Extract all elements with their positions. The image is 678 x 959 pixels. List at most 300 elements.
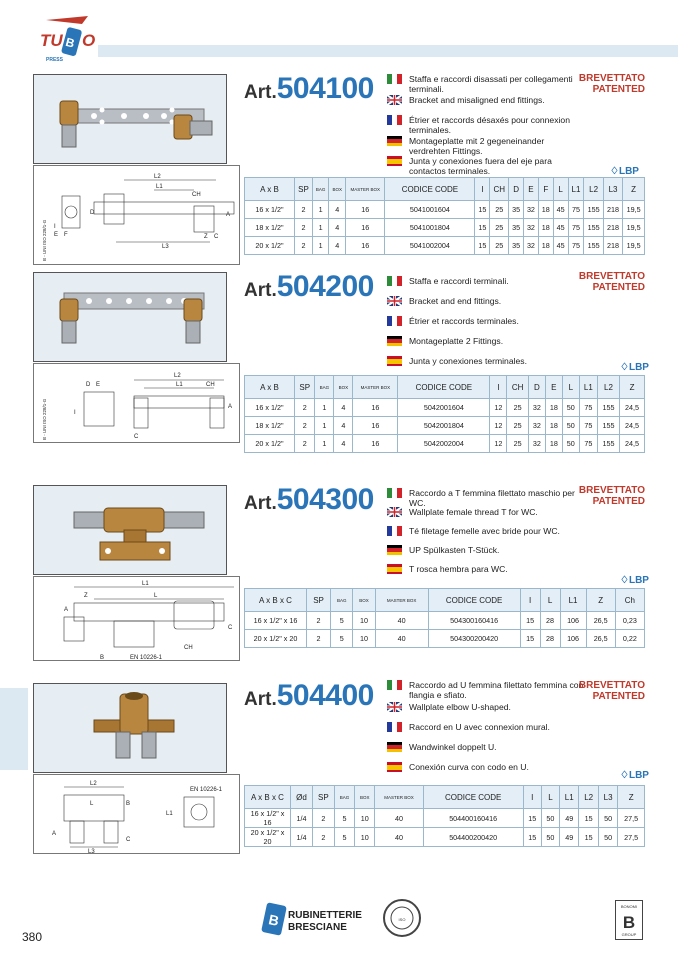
table-cell: 75 [568,201,584,219]
column-header: A x B x C [245,589,307,612]
flag-uk-icon [387,507,402,517]
table-row [245,219,645,237]
flag-germany-icon [387,336,402,346]
descriptions-504400: Raccordo ad U femmina filettato femmina con flangia e sfiato. Wallplate elbow U-shaped. Raccord en U avec connexion mural. Wandwinkel doppelt U. Conexión curva con codo en U. [387,680,592,775]
product-photo-504300 [33,485,227,575]
table-cell: 19,5 [623,237,645,255]
flag-uk-icon [387,702,402,712]
table-cell: 0,23 [615,612,644,630]
column-header: CODICE CODE [398,376,490,399]
table-cell: 4 [329,219,346,237]
column-header: MASTER BOX [346,178,385,201]
table-cell: 504400160416 [423,809,523,828]
table-cell: 27,5 [618,828,645,847]
table-cell: 5 [331,630,353,648]
flag-spain-icon [387,156,402,166]
table-row [245,435,645,453]
technical-drawing-504200 [33,363,240,443]
column-header: MASTER BOX [353,376,398,399]
table-cell: 5041001804 [385,219,475,237]
column-header: MASTER BOX [375,589,428,612]
table-cell: 40 [375,828,423,847]
column-header: L [562,376,579,399]
table-cell: 75 [579,399,597,417]
table-cell: 15 [579,828,598,847]
table-row [245,828,645,847]
svg-text:C: C [126,837,131,843]
svg-text:C: C [134,434,139,440]
table-cell: 2 [307,612,331,630]
table-cell: 32 [524,237,539,255]
table-cell: 218 [603,201,622,219]
table-cell: 15 [523,828,541,847]
svg-text:B - UNI ISO 228/1-G: B - UNI ISO 228/1-G [42,398,47,440]
column-header: Z [623,178,645,201]
column-header: MASTER BOX [375,786,423,809]
flag-italy-icon [387,488,402,498]
table-cell: 24,5 [620,435,645,453]
column-header: I [520,589,540,612]
svg-text:B: B [100,655,105,661]
svg-text:L3: L3 [162,244,169,250]
table-cell: 12 [490,417,507,435]
column-header: A x B [245,178,295,201]
table-cell: 18 [545,399,562,417]
svg-text:CH: CH [192,192,201,198]
table-cell: 155 [584,219,603,237]
column-header: L2 [597,376,619,399]
column-header: L1 [579,376,597,399]
column-header: Z [586,589,615,612]
column-header: I [475,178,490,201]
table-cell: 1 [312,237,329,255]
column-header: F [538,178,553,201]
table-cell: 50 [562,399,579,417]
bonomi-group-logo [615,900,643,940]
table-cell: 2 [295,201,313,219]
column-header: SP [295,178,313,201]
svg-text:E: E [54,232,59,238]
table-cell: 504300200420 [428,630,520,648]
table-cell: 18 [538,219,553,237]
table-cell: 0,22 [615,630,644,648]
table-header-row [245,786,645,809]
table-cell: 155 [597,417,619,435]
patent-badge-504200: BREVETTATO PATENTED [578,271,645,293]
table-cell: 16 [346,237,385,255]
svg-text:B: B [64,34,77,51]
svg-text:EN 10226-1: EN 10226-1 [190,787,223,793]
table-cell: 32 [524,201,539,219]
table-cell: 2 [295,399,315,417]
flag-france-icon [387,316,402,326]
svg-text:D: D [86,382,91,388]
table-cell: 45 [553,237,568,255]
product-photo-504100 [33,74,227,164]
column-header: Ød [291,786,313,809]
table-header-row [245,589,645,612]
table-cell: 25 [490,219,509,237]
table-cell: 155 [597,435,619,453]
table-cell: 32 [524,219,539,237]
column-header: CODICE CODE [428,589,520,612]
product-photo-504200 [33,272,227,362]
table-cell: 35 [509,237,524,255]
svg-text:I: I [54,224,56,230]
table-cell: 2 [312,828,334,847]
table-cell: 2 [295,237,313,255]
table-cell: 10 [353,630,375,648]
table-cell: 50 [562,435,579,453]
table-cell: 45 [553,201,568,219]
column-header: L1 [568,178,584,201]
table-cell: 5041002004 [385,237,475,255]
table-cell: 106 [560,630,586,648]
table-cell: 5041001604 [385,201,475,219]
spec-table-504400 [244,785,645,847]
flag-spain-icon [387,564,402,574]
table-cell: 18 [545,417,562,435]
table-row [245,201,645,219]
svg-text:L3: L3 [88,849,95,855]
table-cell: 16 x 1/2" [245,201,295,219]
table-cell: 10 [353,612,375,630]
table-cell: 12 [490,435,507,453]
table-cell: 1/4 [291,809,313,828]
column-header: CODICE CODE [385,178,475,201]
table-cell: 28 [540,630,560,648]
table-cell: 4 [329,237,346,255]
table-cell: 15 [523,809,541,828]
table-cell: 26,5 [586,612,615,630]
flag-italy-icon [387,74,402,84]
column-header: E [524,178,539,201]
column-header: E [545,376,562,399]
flag-france-icon [387,526,402,536]
table-row [245,237,645,255]
lbp-badge-504300: ♢LBP [620,575,649,586]
table-cell: 16 [353,435,398,453]
technical-drawing-504400 [33,774,240,854]
table-cell: 15 [520,612,540,630]
descriptions-504200: Staffa e raccordi terminali. Bracket and end fittings. Étrier et raccords terminales. Montageplatte 2 Fittings. Junta y conexiones terminales. [387,276,592,371]
svg-text:B: B [622,913,636,932]
spec-table-504200 [244,375,645,453]
table-cell: 2 [295,435,315,453]
table-cell: 20 x 1/2" [245,435,295,453]
table-cell: 4 [334,435,353,453]
table-cell: 18 x 1/2" [245,417,295,435]
table-cell: 5 [334,809,354,828]
lbp-badge-504400: ♢LBP [620,770,649,781]
table-cell: 15 [475,201,490,219]
svg-text:C: C [214,234,219,240]
table-cell: 75 [568,219,584,237]
flag-italy-icon [387,680,402,690]
table-cell: 27,5 [618,809,645,828]
table-cell: 19,5 [623,201,645,219]
table-cell: 20 x 1/2" x 20 [245,828,291,847]
column-header: CH [507,376,529,399]
svg-text:I: I [74,410,76,416]
flag-spain-icon [387,356,402,366]
table-cell: 49 [560,828,579,847]
table-cell: 155 [584,237,603,255]
product-photo-504400 [33,683,227,773]
table-cell: 16 x 1/2" x 16 [245,809,291,828]
svg-text:L1: L1 [166,811,173,817]
column-header: L1 [560,589,586,612]
table-cell: 28 [540,612,560,630]
column-header: BAG [331,589,353,612]
svg-text:L1: L1 [156,184,163,190]
column-header: L [541,786,559,809]
svg-text:L2: L2 [154,174,161,180]
table-cell: 5 [334,828,354,847]
table-cell: 504300160416 [428,612,520,630]
column-header: D [528,376,545,399]
svg-text:B: B [126,801,131,807]
table-cell: 12 [490,399,507,417]
svg-text:B - UNI ISO 228/1-G: B - UNI ISO 228/1-G [42,219,47,261]
flag-italy-icon [387,276,402,286]
column-header: L2 [584,178,603,201]
table-cell: 504400200420 [423,828,523,847]
table-cell: 155 [597,399,619,417]
column-header: Z [618,786,645,809]
tubopress-logo [38,12,100,64]
table-row [245,399,645,417]
svg-text:L2: L2 [174,373,181,379]
table-cell: 18 x 1/2" [245,219,295,237]
svg-text:L2: L2 [90,781,97,787]
table-cell: 75 [568,237,584,255]
brand-text: TU [40,31,63,50]
table-cell: 50 [562,417,579,435]
column-header: I [490,376,507,399]
column-header: L2 [579,786,598,809]
table-cell: 16 [353,399,398,417]
table-row [245,612,645,630]
table-cell: 20 x 1/2" x 20 [245,630,307,648]
table-cell: 16 [353,417,398,435]
column-header: Ch [615,589,644,612]
table-cell: 24,5 [620,399,645,417]
column-header: BAG [312,178,329,201]
article-title-504400: Art.504400 [244,679,374,712]
column-header: Z [620,376,645,399]
table-cell: 32 [528,399,545,417]
patent-badge-504100: BREVETTATO PATENTED [578,73,645,95]
column-header: CH [490,178,509,201]
article-title-504300: Art.504300 [244,483,374,516]
column-header: I [523,786,541,809]
table-cell: 32 [528,435,545,453]
table-cell: 26,5 [586,630,615,648]
table-cell: 4 [334,399,353,417]
table-cell: 25 [507,399,529,417]
svg-text:L: L [154,593,158,599]
column-header: BOX [355,786,375,809]
technical-drawing-504300 [33,576,240,661]
table-cell: 1 [312,219,329,237]
table-cell: 4 [329,201,346,219]
column-header: D [509,178,524,201]
column-header: L [553,178,568,201]
table-cell: 16 [346,201,385,219]
technical-drawing-504100 [33,165,240,265]
column-header: SP [295,376,315,399]
table-cell: 19,5 [623,219,645,237]
table-cell: 1 [315,435,334,453]
table-cell: 2 [295,219,313,237]
spec-table-504300 [244,588,645,648]
table-cell: 75 [579,435,597,453]
table-cell: 1 [312,201,329,219]
table-cell: 25 [507,417,529,435]
table-cell: 15 [579,809,598,828]
flag-uk-icon [387,95,402,105]
column-header: L3 [598,786,617,809]
column-header: L1 [560,786,579,809]
side-tab [0,688,28,770]
column-header: BOX [334,376,353,399]
article-title-504100: Art.504100 [244,72,374,105]
svg-text:ISO: ISO [398,917,406,922]
svg-text:GROUP: GROUP [621,932,637,937]
svg-text:Z: Z [204,234,208,240]
svg-text:L1: L1 [176,382,183,388]
svg-text:BONOMI: BONOMI [620,904,638,909]
lbp-badge-504100: ♢LBP [610,166,639,177]
patent-badge-504400: BREVETTATO PATENTED [578,680,645,702]
table-cell: 35 [509,201,524,219]
table-cell: 40 [375,809,423,828]
svg-text:L1: L1 [142,581,149,587]
table-cell: 18 [545,435,562,453]
svg-text:CH: CH [206,382,215,388]
table-cell: 25 [490,201,509,219]
table-cell: 50 [541,809,559,828]
svg-text:B: B [267,911,281,929]
flag-germany-icon [387,742,402,752]
flag-spain-icon [387,762,402,772]
descriptions-504300: Raccordo a T femmina filettato maschio per WC. Wallplate female thread T for WC. Té filetage femelle avec bride pour WC. UP Spülkasten T-Stück. T rosca hembra para WC. [387,488,592,583]
table-cell: 1 [315,417,334,435]
table-cell: 18 [538,201,553,219]
flag-germany-icon [387,136,402,146]
table-cell: 50 [541,828,559,847]
column-header: SP [307,589,331,612]
svg-text:C: C [228,625,233,631]
table-header-row [245,376,645,399]
spec-table-504100 [244,177,645,255]
table-cell: 50 [598,828,617,847]
table-cell: 18 [538,237,553,255]
table-cell: 106 [560,612,586,630]
column-header: SP [312,786,334,809]
table-cell: 218 [603,237,622,255]
table-cell: 16 [346,219,385,237]
table-cell: 40 [375,630,428,648]
table-cell: 10 [355,809,375,828]
table-cell: 35 [509,219,524,237]
svg-text:L: L [90,801,94,807]
descriptions-504100: Staffa e raccordi disassati per collegamenti terminali. Bracket and misaligned end fittings. Étrier et raccords désaxés pour connexion terminales. Montageplatte mit 2 gegeneinander verdrehten Fittings. Junta y conexiones fuera del eje para contactos terminales. [387,74,592,169]
table-cell: 20 x 1/2" [245,237,295,255]
table-cell: 40 [375,612,428,630]
column-header: BAG [334,786,354,809]
table-cell: 50 [598,809,617,828]
column-header: BAG [315,376,334,399]
table-cell: 16 x 1/2" [245,399,295,417]
rubinetterie-bresciane-logo [260,900,375,938]
table-cell: 1 [315,399,334,417]
table-cell: 155 [584,201,603,219]
svg-text:CH: CH [184,645,193,651]
table-cell: 2 [312,809,334,828]
article-title-504200: Art.504200 [244,270,374,303]
table-cell: 5 [331,612,353,630]
table-cell: 15 [475,237,490,255]
table-cell: 4 [334,417,353,435]
table-cell: 15 [475,219,490,237]
svg-text:EN 10226-1: EN 10226-1 [130,655,163,661]
table-cell: 218 [603,219,622,237]
table-row [245,417,645,435]
table-cell: 25 [507,435,529,453]
svg-text:Z: Z [84,593,88,599]
svg-text:PRESS: PRESS [46,57,63,63]
table-cell: 5042002004 [398,435,490,453]
svg-text:A: A [226,212,231,218]
svg-text:BRESCIANE: BRESCIANE [288,922,347,933]
column-header: BOX [329,178,346,201]
page-number: 380 [22,930,43,944]
table-cell: 75 [579,417,597,435]
certification-seal-icon [382,898,422,938]
table-header-row [245,178,645,201]
flag-france-icon [387,115,402,125]
table-cell: 2 [295,417,315,435]
table-cell: 49 [560,809,579,828]
table-cell: 24,5 [620,417,645,435]
table-cell: 1/4 [291,828,313,847]
column-header: L [540,589,560,612]
svg-text:A: A [52,831,57,837]
flag-uk-icon [387,296,402,306]
column-header: A x B [245,376,295,399]
table-cell: 15 [520,630,540,648]
column-header: CODICE CODE [423,786,523,809]
svg-text:E: E [96,382,101,388]
svg-text:A: A [228,404,233,410]
svg-text:A: A [64,607,69,613]
svg-text:RUBINETTERIE: RUBINETTERIE [288,910,362,921]
header-band [98,45,678,57]
table-cell: 2 [307,630,331,648]
flag-france-icon [387,722,402,732]
table-row [245,809,645,828]
table-cell: 5042001804 [398,417,490,435]
table-cell: 16 x 1/2" x 16 [245,612,307,630]
table-cell: 5042001604 [398,399,490,417]
table-cell: 25 [490,237,509,255]
svg-text:O: O [82,31,96,50]
svg-text:F: F [64,232,68,238]
column-header: BOX [353,589,375,612]
column-header: A x B x C [245,786,291,809]
